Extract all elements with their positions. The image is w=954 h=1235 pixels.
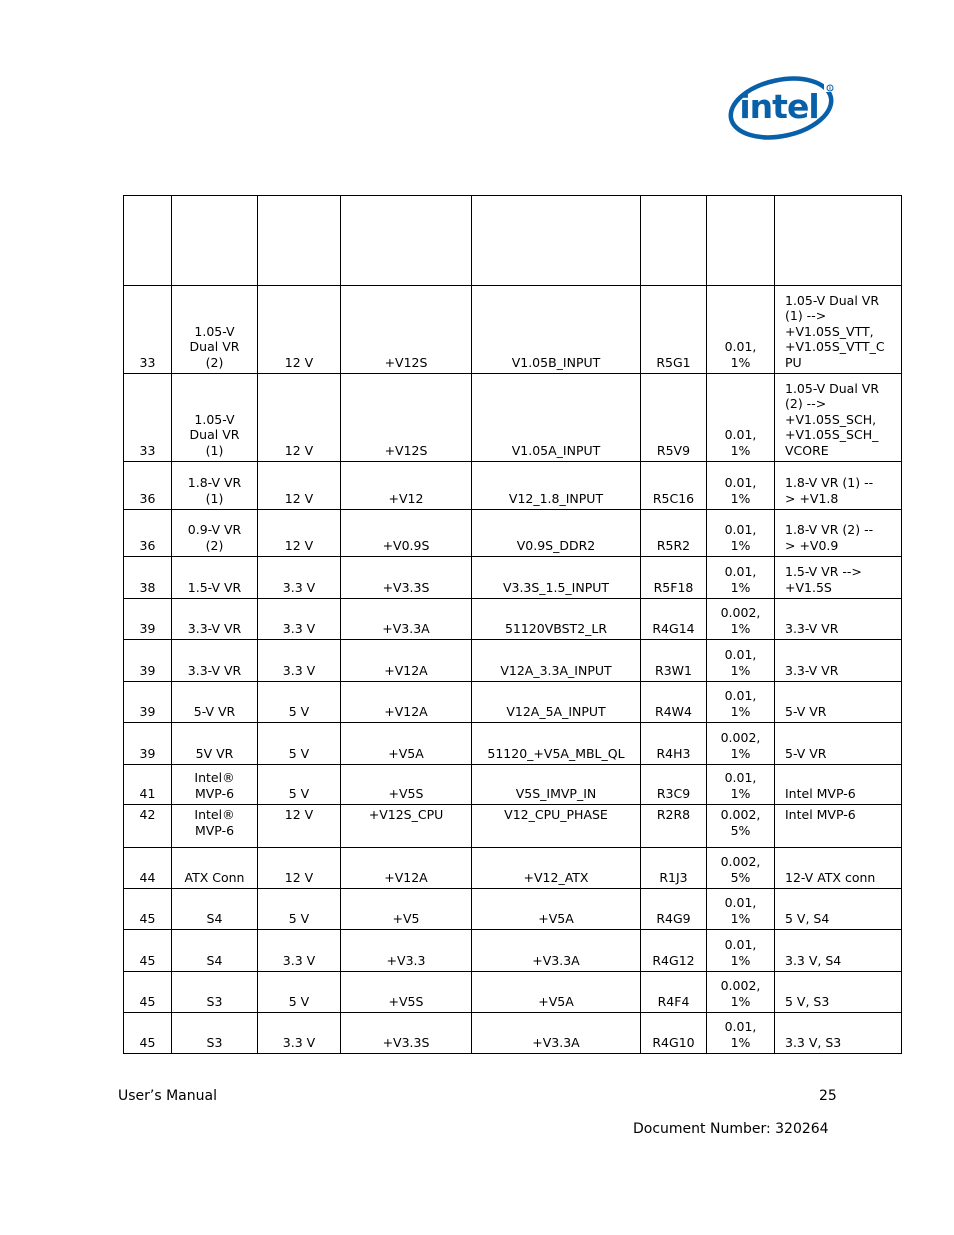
cell-resistor: R4G10 (641, 1013, 707, 1054)
cell-net: V12_CPU_PHASE (472, 805, 641, 848)
cell-value: 0.01, 1% (707, 640, 775, 682)
cell-description: 3.3-V VR (775, 599, 902, 640)
cell-value: 0.01, 1% (707, 510, 775, 557)
cell-net: V1.05B_INPUT (472, 286, 641, 374)
cell-resistor: R4H3 (641, 723, 707, 765)
cell-rail: Intel® MVP-6 (172, 765, 258, 805)
table-row (124, 1013, 902, 1054)
header-cell (124, 196, 172, 286)
cell-description: 3.3 V, S4 (775, 930, 902, 972)
cell-voltage: 5 V (258, 682, 341, 723)
cell-net: +V12_ATX (472, 848, 641, 889)
cell-supply: +V12S (341, 286, 472, 374)
table-row (124, 510, 902, 557)
cell-description: 5-V VR (775, 682, 902, 723)
cell-description: 12-V ATX conn (775, 848, 902, 889)
table-row (124, 972, 902, 1013)
cell-resistor: R4G14 (641, 599, 707, 640)
cell-description: 5 V, S4 (775, 889, 902, 930)
cell-voltage: 12 V (258, 510, 341, 557)
cell-page: 39 (124, 682, 172, 723)
cell-voltage: 3.3 V (258, 640, 341, 682)
header-cell (472, 196, 641, 286)
table-header-row (124, 196, 902, 286)
table-row (124, 557, 902, 599)
cell-resistor: R5R2 (641, 510, 707, 557)
cell-description: Intel MVP-6 (775, 805, 902, 848)
footer-page-number: 25 (819, 1088, 837, 1104)
cell-description: 5 V, S3 (775, 972, 902, 1013)
cell-page: 45 (124, 930, 172, 972)
table-row (124, 848, 902, 889)
cell-resistor: R3C9 (641, 765, 707, 805)
cell-value: 0.002, 1% (707, 972, 775, 1013)
cell-voltage: 12 V (258, 805, 341, 848)
cell-description: 1.05-V Dual VR (1) --> +V1.05S_VTT, +V1.05S_VTT_C PU (775, 286, 902, 374)
cell-supply: +V3.3S (341, 1013, 472, 1054)
cell-supply: +V12S_CPU (341, 805, 472, 848)
cell-voltage: 12 V (258, 286, 341, 374)
svg-text:R: R (828, 86, 832, 91)
cell-supply: +V12A (341, 682, 472, 723)
table-row (124, 930, 902, 972)
cell-net: V0.9S_DDR2 (472, 510, 641, 557)
cell-value: 0.002, 5% (707, 848, 775, 889)
cell-net: V12_1.8_INPUT (472, 462, 641, 510)
cell-resistor: R5G1 (641, 286, 707, 374)
cell-resistor: R4G9 (641, 889, 707, 930)
table-row (124, 599, 902, 640)
cell-resistor: R5V9 (641, 374, 707, 462)
cell-voltage: 12 V (258, 848, 341, 889)
cell-resistor: R3W1 (641, 640, 707, 682)
cell-description: 1.5-V VR --> +V1.5S (775, 557, 902, 599)
cell-page: 45 (124, 1013, 172, 1054)
cell-rail: 1.8-V VR (1) (172, 462, 258, 510)
cell-resistor: R2R8 (641, 805, 707, 848)
cell-resistor: R4F4 (641, 972, 707, 1013)
cell-net: 51120_+V5A_MBL_QL (472, 723, 641, 765)
table-row (124, 889, 902, 930)
cell-value: 0.01, 1% (707, 374, 775, 462)
table-row (124, 374, 902, 462)
cell-page: 36 (124, 462, 172, 510)
cell-supply: +V5S (341, 765, 472, 805)
cell-supply: +V12A (341, 848, 472, 889)
footer-document-number: Document Number: 320264 (633, 1121, 829, 1137)
cell-voltage: 5 V (258, 972, 341, 1013)
cell-rail: 1.05-V Dual VR (2) (172, 286, 258, 374)
cell-value: 0.01, 1% (707, 930, 775, 972)
cell-voltage: 5 V (258, 765, 341, 805)
cell-supply: +V5S (341, 972, 472, 1013)
cell-page: 45 (124, 972, 172, 1013)
cell-page: 39 (124, 723, 172, 765)
cell-description: 1.05-V Dual VR (2) --> +V1.05S_SCH, +V1.05S_SCH_ VCORE (775, 374, 902, 462)
cell-voltage: 5 V (258, 889, 341, 930)
cell-supply: +V0.9S (341, 510, 472, 557)
cell-voltage: 3.3 V (258, 557, 341, 599)
cell-page: 33 (124, 374, 172, 462)
table-row (124, 640, 902, 682)
cell-value: 0.01, 1% (707, 462, 775, 510)
table-row (124, 765, 902, 805)
cell-value: 0.002, 5% (707, 805, 775, 848)
cell-page: 44 (124, 848, 172, 889)
cell-page: 38 (124, 557, 172, 599)
cell-rail: 0.9-V VR (2) (172, 510, 258, 557)
cell-net: +V3.3A (472, 930, 641, 972)
cell-rail: S4 (172, 930, 258, 972)
cell-net: V5S_IMVP_IN (472, 765, 641, 805)
cell-rail: 1.05-V Dual VR (1) (172, 374, 258, 462)
cell-net: V12A_5A_INPUT (472, 682, 641, 723)
header-cell (641, 196, 707, 286)
cell-net: +V5A (472, 972, 641, 1013)
cell-value: 0.01, 1% (707, 286, 775, 374)
table-row (124, 723, 902, 765)
cell-rail: 3.3-V VR (172, 599, 258, 640)
cell-rail: Intel® MVP-6 (172, 805, 258, 848)
cell-net: 51120VBST2_LR (472, 599, 641, 640)
cell-page: 33 (124, 286, 172, 374)
table-row (124, 805, 902, 848)
cell-rail: 5V VR (172, 723, 258, 765)
cell-voltage: 12 V (258, 374, 341, 462)
cell-description: 1.8-V VR (1) -- > +V1.8 (775, 462, 902, 510)
header-cell (341, 196, 472, 286)
cell-resistor: R1J3 (641, 848, 707, 889)
cell-description: 1.8-V VR (2) -- > +V0.9 (775, 510, 902, 557)
cell-page: 42 (124, 805, 172, 848)
cell-description: 5-V VR (775, 723, 902, 765)
cell-net: V3.3S_1.5_INPUT (472, 557, 641, 599)
cell-voltage: 3.3 V (258, 930, 341, 972)
cell-resistor: R4G12 (641, 930, 707, 972)
header-cell (775, 196, 902, 286)
cell-rail: 1.5-V VR (172, 557, 258, 599)
footer-manual-title: User’s Manual (118, 1088, 217, 1104)
header-cell (707, 196, 775, 286)
cell-rail: 5-V VR (172, 682, 258, 723)
cell-rail: S3 (172, 972, 258, 1013)
cell-page: 39 (124, 640, 172, 682)
cell-supply: +V12A (341, 640, 472, 682)
cell-rail: ATX Conn (172, 848, 258, 889)
cell-net: +V3.3A (472, 1013, 641, 1054)
cell-value: 0.01, 1% (707, 557, 775, 599)
cell-description: Intel MVP-6 (775, 765, 902, 805)
header-cell (172, 196, 258, 286)
cell-supply: +V12 (341, 462, 472, 510)
cell-value: 0.002, 1% (707, 723, 775, 765)
cell-page: 41 (124, 765, 172, 805)
cell-net: +V5A (472, 889, 641, 930)
cell-resistor: R5C16 (641, 462, 707, 510)
cell-rail: 3.3-V VR (172, 640, 258, 682)
cell-rail: S3 (172, 1013, 258, 1054)
cell-value: 0.01, 1% (707, 682, 775, 723)
intel-logo (726, 72, 842, 140)
cell-supply: +V5A (341, 723, 472, 765)
cell-page: 39 (124, 599, 172, 640)
power-measurement-table (123, 195, 902, 1054)
cell-net: V1.05A_INPUT (472, 374, 641, 462)
cell-value: 0.01, 1% (707, 765, 775, 805)
cell-rail: S4 (172, 889, 258, 930)
cell-description: 3.3 V, S3 (775, 1013, 902, 1054)
cell-page: 36 (124, 510, 172, 557)
table-row (124, 682, 902, 723)
cell-voltage: 12 V (258, 462, 341, 510)
cell-value: 0.01, 1% (707, 1013, 775, 1054)
header-cell (258, 196, 341, 286)
cell-supply: +V3.3A (341, 599, 472, 640)
table-row (124, 286, 902, 374)
cell-value: 0.01, 1% (707, 889, 775, 930)
cell-net: V12A_3.3A_INPUT (472, 640, 641, 682)
cell-resistor: R4W4 (641, 682, 707, 723)
cell-supply: +V3.3S (341, 557, 472, 599)
cell-voltage: 3.3 V (258, 1013, 341, 1054)
cell-description: 3.3-V VR (775, 640, 902, 682)
intel-logo-wordmark: intel (739, 87, 819, 126)
cell-page: 45 (124, 889, 172, 930)
table-row (124, 462, 902, 510)
cell-value: 0.002, 1% (707, 599, 775, 640)
cell-supply: +V12S (341, 374, 472, 462)
cell-voltage: 5 V (258, 723, 341, 765)
cell-supply: +V5 (341, 889, 472, 930)
cell-voltage: 3.3 V (258, 599, 341, 640)
cell-resistor: R5F18 (641, 557, 707, 599)
cell-supply: +V3.3 (341, 930, 472, 972)
